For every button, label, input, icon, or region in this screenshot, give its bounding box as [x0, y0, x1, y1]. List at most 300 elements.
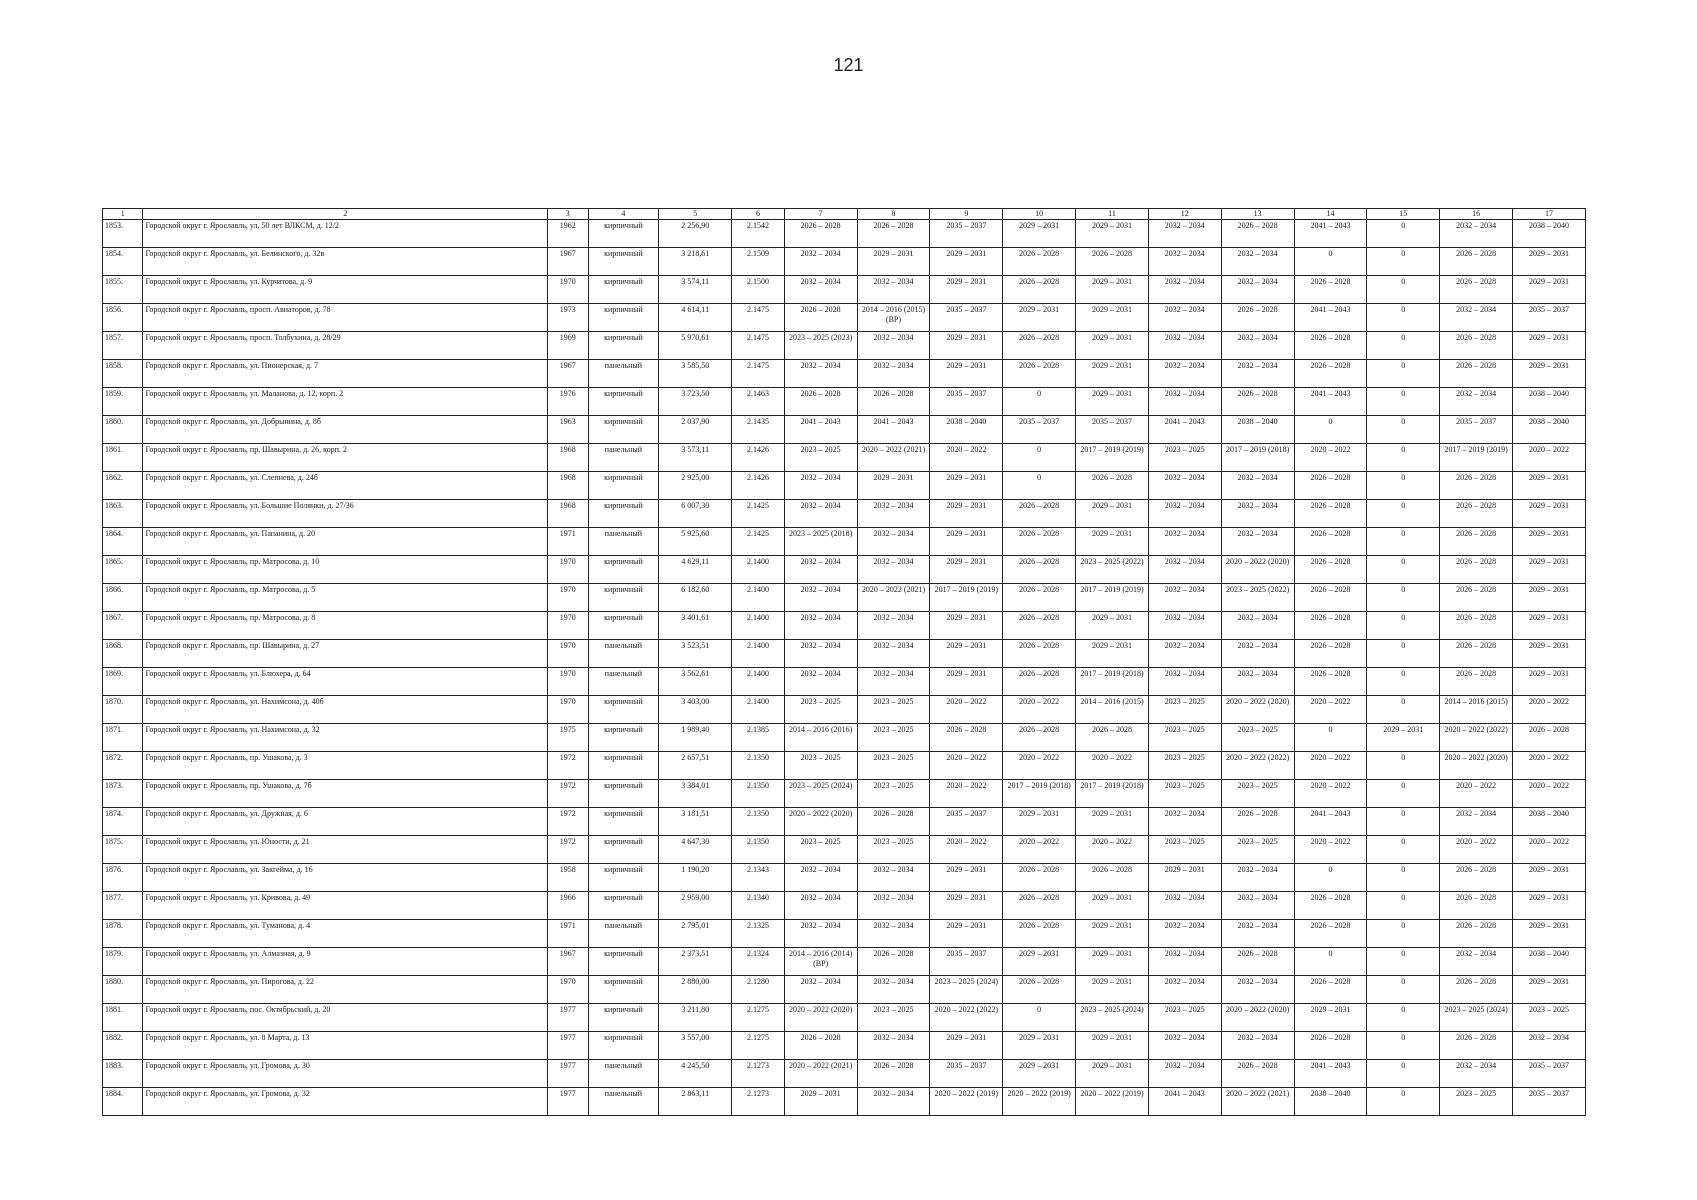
- period-17-cell: 2026 – 2028: [1513, 724, 1586, 752]
- period-16-cell: 2032 – 2034: [1440, 388, 1513, 416]
- period-11-cell: 2029 – 2031: [1076, 500, 1149, 528]
- table-row: [103, 1088, 1586, 1116]
- period-15-cell: 0: [1367, 584, 1440, 612]
- period-7-cell: 2032 – 2034: [784, 864, 857, 892]
- wall-material-cell: кирпичный: [588, 892, 659, 920]
- area-cell: 1 989,40: [659, 724, 732, 752]
- period-14-cell: 2041 – 2043: [1294, 808, 1367, 836]
- area-cell: 3 211,80: [659, 1004, 732, 1032]
- period-13-cell: 2032 – 2034: [1221, 332, 1294, 360]
- period-10-cell: 2026 – 2028: [1003, 864, 1076, 892]
- row-number-cell: 1873.: [103, 780, 143, 808]
- period-14-cell: 2026 – 2028: [1294, 892, 1367, 920]
- period-9-cell: 2029 – 2031: [930, 612, 1003, 640]
- period-16-cell: 2026 – 2028: [1440, 920, 1513, 948]
- period-12-cell: 2032 – 2034: [1148, 276, 1221, 304]
- period-13-cell: 2038 – 2040: [1221, 416, 1294, 444]
- period-12-cell: 2032 – 2034: [1148, 948, 1221, 976]
- wall-material-cell: панельный: [588, 528, 659, 556]
- period-16-cell: 2026 – 2028: [1440, 640, 1513, 668]
- rating-cell: 2.1280: [732, 976, 785, 1004]
- wall-material-cell: кирпичный: [588, 752, 659, 780]
- period-14-cell: 2026 – 2028: [1294, 472, 1367, 500]
- rating-cell: 2.1425: [732, 500, 785, 528]
- period-12-cell: 2032 – 2034: [1148, 584, 1221, 612]
- wall-material-cell: кирпичный: [588, 304, 659, 332]
- row-number-cell: 1858.: [103, 360, 143, 388]
- wall-material-cell: кирпичный: [588, 808, 659, 836]
- column-number-12: 12: [1148, 209, 1221, 220]
- period-14-cell: 2020 – 2022: [1294, 752, 1367, 780]
- row-number-cell: 1876.: [103, 864, 143, 892]
- table-row: [103, 724, 1586, 752]
- rating-cell: 2.1273: [732, 1088, 785, 1116]
- period-11-cell: 2029 – 2031: [1076, 276, 1149, 304]
- period-12-cell: 2032 – 2034: [1148, 640, 1221, 668]
- period-17-cell: 2035 – 2037: [1513, 1088, 1586, 1116]
- address-cell: Городской округ г. Ярославль, ул. Слепнева, д. 24б: [143, 472, 548, 500]
- period-10-cell: 2026 – 2028: [1003, 584, 1076, 612]
- area-cell: 3 573,11: [659, 444, 732, 472]
- period-13-cell: 2032 – 2034: [1221, 248, 1294, 276]
- period-8-cell: 2032 – 2034: [857, 920, 930, 948]
- wall-material-cell: кирпичный: [588, 332, 659, 360]
- period-8-cell: 2032 – 2034: [857, 1032, 930, 1060]
- rating-cell: 2.1425: [732, 528, 785, 556]
- address-cell: Городской округ г. Ярославль, ул. Нахимсона, д. 40б: [143, 696, 548, 724]
- period-7-cell: 2032 – 2034: [784, 556, 857, 584]
- period-9-cell: 2020 – 2022: [930, 752, 1003, 780]
- build-year-cell: 1972: [548, 808, 588, 836]
- period-13-cell: 2023 – 2025: [1221, 836, 1294, 864]
- area-cell: 3 523,51: [659, 640, 732, 668]
- period-17-cell: 2038 – 2040: [1513, 416, 1586, 444]
- address-cell: Городской округ г. Ярославль, ул. Громова, д. 32: [143, 1088, 548, 1116]
- area-cell: 1 190,20: [659, 864, 732, 892]
- table-row: [103, 248, 1586, 276]
- build-year-cell: 1971: [548, 920, 588, 948]
- period-10-cell: 2026 – 2028: [1003, 668, 1076, 696]
- period-16-cell: 2026 – 2028: [1440, 276, 1513, 304]
- column-number-7: 7: [784, 209, 857, 220]
- period-13-cell: 2032 – 2034: [1221, 1032, 1294, 1060]
- period-12-cell: 2032 – 2034: [1148, 472, 1221, 500]
- period-14-cell: 2038 – 2040: [1294, 1088, 1367, 1116]
- table-row: [103, 920, 1586, 948]
- area-cell: 3 585,50: [659, 360, 732, 388]
- period-15-cell: 0: [1367, 864, 1440, 892]
- table-row: [103, 752, 1586, 780]
- period-16-cell: 2026 – 2028: [1440, 864, 1513, 892]
- period-11-cell: 2029 – 2031: [1076, 808, 1149, 836]
- address-cell: Городской округ г. Ярославль, ул. Белинского, д. 32в: [143, 248, 548, 276]
- column-number-15: 15: [1367, 209, 1440, 220]
- period-12-cell: 2032 – 2034: [1148, 556, 1221, 584]
- period-8-cell: 2029 – 2031: [857, 248, 930, 276]
- period-10-cell: 2029 – 2031: [1003, 808, 1076, 836]
- period-16-cell: 2026 – 2028: [1440, 612, 1513, 640]
- period-10-cell: 0: [1003, 472, 1076, 500]
- address-cell: Городской округ г. Ярославль, пр. Матросова, д. 10: [143, 556, 548, 584]
- address-cell: Городской округ г. Ярославль, ул. Нахимсона, д. 32: [143, 724, 548, 752]
- period-7-cell: 2026 – 2028: [784, 220, 857, 248]
- wall-material-cell: кирпичный: [588, 864, 659, 892]
- build-year-cell: 1977: [548, 1088, 588, 1116]
- table-row: [103, 976, 1586, 1004]
- period-17-cell: 2038 – 2040: [1513, 948, 1586, 976]
- address-cell: Городской округ г. Ярославль, ул. Блюхера, д. 64: [143, 668, 548, 696]
- period-12-cell: 2032 – 2034: [1148, 332, 1221, 360]
- period-7-cell: 2014 – 2016 (2014) (ВР): [784, 948, 857, 976]
- period-11-cell: 2029 – 2031: [1076, 892, 1149, 920]
- table-row: [103, 528, 1586, 556]
- area-cell: 6 182,60: [659, 584, 732, 612]
- period-17-cell: 2020 – 2022: [1513, 836, 1586, 864]
- address-cell: Городской округ г. Ярославль, пр. Шавырина, д. 26, корп. 2: [143, 444, 548, 472]
- row-number-cell: 1854.: [103, 248, 143, 276]
- period-14-cell: 0: [1294, 248, 1367, 276]
- period-15-cell: 0: [1367, 416, 1440, 444]
- table-row: [103, 808, 1586, 836]
- build-year-cell: 1969: [548, 332, 588, 360]
- address-cell: Городской округ г. Ярославль, пос. Октябрьский, д. 20: [143, 1004, 548, 1032]
- period-10-cell: 2026 – 2028: [1003, 556, 1076, 584]
- period-17-cell: 2029 – 2031: [1513, 276, 1586, 304]
- wall-material-cell: панельный: [588, 1060, 659, 1088]
- build-year-cell: 1968: [548, 472, 588, 500]
- period-14-cell: 0: [1294, 416, 1367, 444]
- period-10-cell: 2026 – 2028: [1003, 500, 1076, 528]
- address-cell: Городской округ г. Ярославль, ул. Кривова, д. 49: [143, 892, 548, 920]
- period-13-cell: 2026 – 2028: [1221, 808, 1294, 836]
- period-7-cell: 2023 – 2025: [784, 444, 857, 472]
- period-14-cell: 2026 – 2028: [1294, 528, 1367, 556]
- row-number-cell: 1859.: [103, 388, 143, 416]
- area-cell: 2 959,00: [659, 892, 732, 920]
- period-12-cell: 2032 – 2034: [1148, 388, 1221, 416]
- rating-cell: 2.1500: [732, 276, 785, 304]
- rating-cell: 2.1400: [732, 556, 785, 584]
- period-9-cell: 2029 – 2031: [930, 276, 1003, 304]
- address-cell: Городской округ г. Ярославль, ул. Большие Полянки, д. 27/36: [143, 500, 548, 528]
- period-7-cell: 2023 – 2025 (2023): [784, 332, 857, 360]
- build-year-cell: 1972: [548, 836, 588, 864]
- address-cell: Городской округ г. Ярославль, пр. Шавырина, д. 27: [143, 640, 548, 668]
- build-year-cell: 1971: [548, 528, 588, 556]
- period-15-cell: 0: [1367, 220, 1440, 248]
- period-8-cell: 2032 – 2034: [857, 528, 930, 556]
- period-11-cell: 2029 – 2031: [1076, 528, 1149, 556]
- period-7-cell: 2023 – 2025: [784, 696, 857, 724]
- address-cell: Городской округ г. Ярославль, пр. Матросова, д. 8: [143, 612, 548, 640]
- build-year-cell: 1977: [548, 1032, 588, 1060]
- period-16-cell: 2026 – 2028: [1440, 332, 1513, 360]
- period-9-cell: 2029 – 2031: [930, 556, 1003, 584]
- period-15-cell: 0: [1367, 668, 1440, 696]
- column-number-8: 8: [857, 209, 930, 220]
- period-8-cell: 2023 – 2025: [857, 1004, 930, 1032]
- period-16-cell: 2026 – 2028: [1440, 248, 1513, 276]
- period-17-cell: 2035 – 2037: [1513, 304, 1586, 332]
- area-cell: 2 880,00: [659, 976, 732, 1004]
- period-15-cell: 0: [1367, 248, 1440, 276]
- period-10-cell: 2026 – 2028: [1003, 332, 1076, 360]
- build-year-cell: 1970: [548, 612, 588, 640]
- rating-cell: 2.1509: [732, 248, 785, 276]
- period-13-cell: 2026 – 2028: [1221, 220, 1294, 248]
- period-7-cell: 2032 – 2034: [784, 276, 857, 304]
- wall-material-cell: кирпичный: [588, 1004, 659, 1032]
- wall-material-cell: кирпичный: [588, 584, 659, 612]
- period-17-cell: 2020 – 2022: [1513, 696, 1586, 724]
- period-11-cell: 2029 – 2031: [1076, 976, 1149, 1004]
- row-number-cell: 1880.: [103, 976, 143, 1004]
- period-11-cell: 2035 – 2037: [1076, 416, 1149, 444]
- address-cell: Городской округ г. Ярославль, ул. Дружная, д. 6: [143, 808, 548, 836]
- period-10-cell: 2020 – 2022: [1003, 696, 1076, 724]
- period-8-cell: 2041 – 2043: [857, 416, 930, 444]
- period-16-cell: 2023 – 2025 (2024): [1440, 1004, 1513, 1032]
- table-row: [103, 1032, 1586, 1060]
- period-11-cell: 2017 – 2019 (2019): [1076, 444, 1149, 472]
- period-8-cell: 2026 – 2028: [857, 220, 930, 248]
- period-13-cell: 2020 – 2022 (2021): [1221, 1088, 1294, 1116]
- period-15-cell: 0: [1367, 920, 1440, 948]
- row-number-cell: 1866.: [103, 584, 143, 612]
- period-12-cell: 2032 – 2034: [1148, 612, 1221, 640]
- period-11-cell: 2029 – 2031: [1076, 304, 1149, 332]
- period-9-cell: 2035 – 2037: [930, 948, 1003, 976]
- period-15-cell: 0: [1367, 612, 1440, 640]
- period-15-cell: 0: [1367, 1004, 1440, 1032]
- area-cell: 5 970,61: [659, 332, 732, 360]
- row-number-cell: 1867.: [103, 612, 143, 640]
- row-number-cell: 1863.: [103, 500, 143, 528]
- period-8-cell: 2020 – 2022 (2021): [857, 584, 930, 612]
- period-11-cell: 2017 – 2019 (2018): [1076, 780, 1149, 808]
- build-year-cell: 1967: [548, 360, 588, 388]
- period-11-cell: 2023 – 2025 (2024): [1076, 1004, 1149, 1032]
- period-13-cell: 2032 – 2034: [1221, 920, 1294, 948]
- row-number-cell: 1861.: [103, 444, 143, 472]
- period-10-cell: 2026 – 2028: [1003, 528, 1076, 556]
- period-13-cell: 2032 – 2034: [1221, 668, 1294, 696]
- period-8-cell: 2014 – 2016 (2015) (ВР): [857, 304, 930, 332]
- rating-cell: 2.1350: [732, 752, 785, 780]
- period-16-cell: 2032 – 2034: [1440, 220, 1513, 248]
- row-number-cell: 1857.: [103, 332, 143, 360]
- build-year-cell: 1972: [548, 752, 588, 780]
- period-8-cell: 2026 – 2028: [857, 808, 930, 836]
- period-13-cell: 2032 – 2034: [1221, 360, 1294, 388]
- period-9-cell: 2029 – 2031: [930, 892, 1003, 920]
- rating-cell: 2.1475: [732, 332, 785, 360]
- period-15-cell: 2029 – 2031: [1367, 724, 1440, 752]
- period-10-cell: 2026 – 2028: [1003, 276, 1076, 304]
- period-17-cell: 2029 – 2031: [1513, 360, 1586, 388]
- period-9-cell: 2035 – 2037: [930, 808, 1003, 836]
- address-cell: Городской округ г. Ярославль, ул. Пионерская, д. 7: [143, 360, 548, 388]
- address-cell: Городской округ г. Ярославль, ул. Курчатова, д. 9: [143, 276, 548, 304]
- period-7-cell: 2032 – 2034: [784, 892, 857, 920]
- period-11-cell: 2029 – 2031: [1076, 1060, 1149, 1088]
- rating-cell: 2.1385: [732, 724, 785, 752]
- table-row: [103, 836, 1586, 864]
- period-17-cell: 2023 – 2025: [1513, 1004, 1586, 1032]
- address-cell: Городской округ г. Ярославль, пр. Ушакова, д. 7б: [143, 780, 548, 808]
- period-16-cell: 2023 – 2025: [1440, 1088, 1513, 1116]
- period-8-cell: 2032 – 2034: [857, 864, 930, 892]
- row-number-cell: 1869.: [103, 668, 143, 696]
- table-row: [103, 220, 1586, 248]
- period-9-cell: 2029 – 2031: [930, 864, 1003, 892]
- area-cell: 3 557,00: [659, 1032, 732, 1060]
- period-13-cell: 2026 – 2028: [1221, 1060, 1294, 1088]
- row-number-cell: 1855.: [103, 276, 143, 304]
- rating-cell: 2.1400: [732, 612, 785, 640]
- period-9-cell: 2026 – 2028: [930, 724, 1003, 752]
- period-11-cell: 2020 – 2022: [1076, 752, 1149, 780]
- column-number-10: 10: [1003, 209, 1076, 220]
- period-11-cell: 2020 – 2022: [1076, 836, 1149, 864]
- period-9-cell: 2029 – 2031: [930, 668, 1003, 696]
- period-13-cell: 2032 – 2034: [1221, 976, 1294, 1004]
- period-12-cell: 2032 – 2034: [1148, 808, 1221, 836]
- period-8-cell: 2032 – 2034: [857, 500, 930, 528]
- period-16-cell: 2026 – 2028: [1440, 584, 1513, 612]
- period-7-cell: 2020 – 2022 (2020): [784, 1004, 857, 1032]
- row-number-cell: 1872.: [103, 752, 143, 780]
- table-row: [103, 612, 1586, 640]
- period-8-cell: 2032 – 2034: [857, 892, 930, 920]
- period-12-cell: 2032 – 2034: [1148, 668, 1221, 696]
- period-13-cell: 2023 – 2025 (2022): [1221, 584, 1294, 612]
- period-17-cell: 2038 – 2040: [1513, 808, 1586, 836]
- rating-cell: 2.1426: [732, 444, 785, 472]
- period-11-cell: 2020 – 2022 (2019): [1076, 1088, 1149, 1116]
- column-number-3: 3: [548, 209, 588, 220]
- period-9-cell: 2035 – 2037: [930, 220, 1003, 248]
- period-9-cell: 2020 – 2022: [930, 780, 1003, 808]
- period-15-cell: 0: [1367, 472, 1440, 500]
- table-row: [103, 864, 1586, 892]
- column-number-17: 17: [1513, 209, 1586, 220]
- rating-cell: 2.1400: [732, 640, 785, 668]
- wall-material-cell: панельный: [588, 444, 659, 472]
- period-11-cell: 2029 – 2031: [1076, 612, 1149, 640]
- period-15-cell: 0: [1367, 556, 1440, 584]
- period-10-cell: 2029 – 2031: [1003, 948, 1076, 976]
- build-year-cell: 1970: [548, 696, 588, 724]
- period-12-cell: 2023 – 2025: [1148, 696, 1221, 724]
- period-17-cell: 2029 – 2031: [1513, 864, 1586, 892]
- row-number-cell: 1862.: [103, 472, 143, 500]
- period-16-cell: 2026 – 2028: [1440, 472, 1513, 500]
- period-8-cell: 2032 – 2034: [857, 668, 930, 696]
- period-13-cell: 2032 – 2034: [1221, 640, 1294, 668]
- row-number-cell: 1877.: [103, 892, 143, 920]
- table-row: [103, 640, 1586, 668]
- area-cell: 3 574,11: [659, 276, 732, 304]
- build-year-cell: 1973: [548, 304, 588, 332]
- period-13-cell: 2026 – 2028: [1221, 948, 1294, 976]
- period-9-cell: 2020 – 2022: [930, 696, 1003, 724]
- period-10-cell: 2020 – 2022: [1003, 836, 1076, 864]
- period-7-cell: 2023 – 2025: [784, 836, 857, 864]
- period-9-cell: 2023 – 2025 (2024): [930, 976, 1003, 1004]
- period-8-cell: 2032 – 2034: [857, 360, 930, 388]
- wall-material-cell: панельный: [588, 668, 659, 696]
- period-13-cell: 2032 – 2034: [1221, 892, 1294, 920]
- period-12-cell: 2032 – 2034: [1148, 976, 1221, 1004]
- period-10-cell: 2029 – 2031: [1003, 220, 1076, 248]
- area-cell: 2 795,01: [659, 920, 732, 948]
- build-year-cell: 1970: [548, 668, 588, 696]
- period-8-cell: 2023 – 2025: [857, 696, 930, 724]
- period-7-cell: 2029 – 2031: [784, 1088, 857, 1116]
- area-cell: 3 384,01: [659, 780, 732, 808]
- table-row: [103, 444, 1586, 472]
- period-11-cell: 2026 – 2028: [1076, 864, 1149, 892]
- period-9-cell: 2035 – 2037: [930, 304, 1003, 332]
- period-9-cell: 2029 – 2031: [930, 472, 1003, 500]
- row-number-cell: 1871.: [103, 724, 143, 752]
- period-17-cell: 2029 – 2031: [1513, 892, 1586, 920]
- table-row: [103, 696, 1586, 724]
- period-14-cell: 2020 – 2022: [1294, 696, 1367, 724]
- area-cell: 2 863,11: [659, 1088, 732, 1116]
- period-7-cell: 2026 – 2028: [784, 388, 857, 416]
- period-7-cell: 2032 – 2034: [784, 976, 857, 1004]
- build-year-cell: 1970: [548, 640, 588, 668]
- row-number-cell: 1868.: [103, 640, 143, 668]
- period-16-cell: 2020 – 2022: [1440, 836, 1513, 864]
- period-9-cell: 2029 – 2031: [930, 640, 1003, 668]
- table-row: [103, 948, 1586, 976]
- period-14-cell: 2026 – 2028: [1294, 584, 1367, 612]
- period-14-cell: 2026 – 2028: [1294, 556, 1367, 584]
- period-8-cell: 2032 – 2034: [857, 640, 930, 668]
- period-15-cell: 0: [1367, 500, 1440, 528]
- area-cell: 3 723,50: [659, 388, 732, 416]
- rating-cell: 2.1350: [732, 780, 785, 808]
- area-cell: 5 925,60: [659, 528, 732, 556]
- wall-material-cell: кирпичный: [588, 388, 659, 416]
- area-cell: 6 007,30: [659, 500, 732, 528]
- period-12-cell: 2032 – 2034: [1148, 528, 1221, 556]
- period-7-cell: 2032 – 2034: [784, 668, 857, 696]
- period-14-cell: 2026 – 2028: [1294, 276, 1367, 304]
- period-17-cell: 2029 – 2031: [1513, 976, 1586, 1004]
- period-12-cell: 2032 – 2034: [1148, 1060, 1221, 1088]
- wall-material-cell: кирпичный: [588, 976, 659, 1004]
- rating-cell: 2.1343: [732, 864, 785, 892]
- row-number-cell: 1864.: [103, 528, 143, 556]
- period-15-cell: 0: [1367, 752, 1440, 780]
- table-row: [103, 556, 1586, 584]
- period-10-cell: 2026 – 2028: [1003, 612, 1076, 640]
- period-11-cell: 2029 – 2031: [1076, 920, 1149, 948]
- period-13-cell: 2023 – 2025: [1221, 724, 1294, 752]
- period-10-cell: 2020 – 2022 (2019): [1003, 1088, 1076, 1116]
- period-16-cell: 2026 – 2028: [1440, 668, 1513, 696]
- period-7-cell: 2032 – 2034: [784, 360, 857, 388]
- wall-material-cell: кирпичный: [588, 472, 659, 500]
- column-number-16: 16: [1440, 209, 1513, 220]
- column-number-9: 9: [930, 209, 1003, 220]
- period-8-cell: 2032 – 2034: [857, 556, 930, 584]
- period-13-cell: 2020 – 2022 (2020): [1221, 696, 1294, 724]
